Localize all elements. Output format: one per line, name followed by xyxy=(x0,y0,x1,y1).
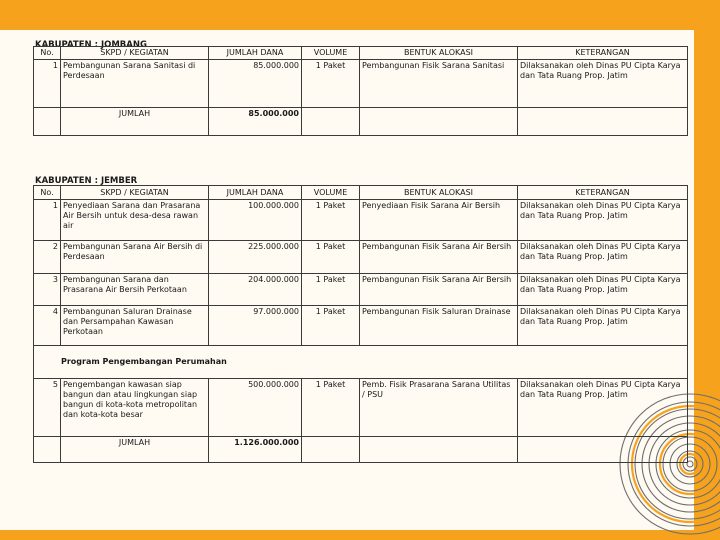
cell-kegiatan: Pembangunan Sarana dan Prasarana Air Bersih Perkotaan xyxy=(61,274,209,306)
cell-volume: 1 Paket xyxy=(302,200,360,241)
table-row xyxy=(34,306,688,346)
cell-blank xyxy=(518,437,688,463)
cell-volume: 1 Paket xyxy=(302,379,360,437)
cell-alokasi: Pembangunan Fisik Sarana Air Bersih xyxy=(360,241,518,274)
cell-no: 5 xyxy=(34,379,61,437)
cell-alokasi: Pembangunan Fisik Sarana Sanitasi xyxy=(360,60,518,108)
cell-no: 4 xyxy=(34,306,61,346)
cell-dana: 225.000.000 xyxy=(209,241,302,274)
table-row xyxy=(34,200,688,241)
cell-alokasi: Pembangunan Fisik Sarana Air Bersih xyxy=(360,274,518,306)
header-keterangan: KETERANGAN xyxy=(518,47,688,60)
table-row xyxy=(34,379,688,437)
header-keterangan: KETERANGAN xyxy=(518,186,688,200)
cell-dana: 100.000.000 xyxy=(209,200,302,241)
section-title-jember: KABUPATEN : JEMBER xyxy=(35,176,138,186)
total-row xyxy=(34,437,688,463)
cell-alokasi: Pembangunan Fisik Saluran Drainase xyxy=(360,306,518,346)
cell-keterangan: Dilaksanakan oleh Dinas PU Cipta Karya dan Tata Ruang Prop. Jatim xyxy=(518,200,688,241)
cell-alokasi: Penyediaan Fisik Sarana Air Bersih xyxy=(360,200,518,241)
cell-blank xyxy=(360,437,518,463)
cell-keterangan: Dilaksanakan oleh Dinas PU Cipta Karya dan Tata Ruang Prop. Jatim xyxy=(518,306,688,346)
cell-no: 3 xyxy=(34,274,61,306)
header-volume: VOLUME xyxy=(302,47,360,60)
cell-kegiatan: Pembangunan Sarana Sanitasi di Perdesaan xyxy=(61,60,209,108)
header-volume: VOLUME xyxy=(302,186,360,200)
table-jombang xyxy=(33,46,688,136)
cell-dana: 500.000.000 xyxy=(209,379,302,437)
cell-volume: 1 Paket xyxy=(302,306,360,346)
header-no: No. xyxy=(34,47,61,60)
cell-keterangan: Dilaksanakan oleh Dinas PU Cipta Karya dan Tata Ruang Prop. Jatim xyxy=(518,241,688,274)
table-row xyxy=(34,241,688,274)
cell-blank xyxy=(34,108,61,136)
cell-no: 1 xyxy=(34,60,61,108)
header-dana: JUMLAH DANA xyxy=(209,186,302,200)
cell-alokasi: Pemb. Fisik Prasarana Sarana Utilitas / PSU xyxy=(360,379,518,437)
cell-blank xyxy=(34,437,61,463)
total-label: JUMLAH xyxy=(61,437,209,463)
cell-volume: 1 Paket xyxy=(302,274,360,306)
cell-kegiatan: Penyediaan Sarana dan Prasarana Air Bersih untuk desa-desa rawan air xyxy=(61,200,209,241)
table-row xyxy=(34,274,688,306)
header-dana: JUMLAH DANA xyxy=(209,47,302,60)
cell-kegiatan: Pembangunan Saluran Drainase dan Persampahan Kawasan Perkotaan xyxy=(61,306,209,346)
cell-blank xyxy=(302,108,360,136)
total-row xyxy=(34,108,688,136)
cell-blank xyxy=(518,108,688,136)
table-row xyxy=(34,60,688,108)
section-title-jombang: KABUPATEN : JOMBANG xyxy=(35,40,147,50)
cell-keterangan: Dilaksanakan oleh Dinas PU Cipta Karya dan Tata Ruang Prop. Jatim xyxy=(518,379,688,437)
cell-kegiatan: Pembangunan Sarana Air Bersih di Perdesaan xyxy=(61,241,209,274)
cell-no: 2 xyxy=(34,241,61,274)
header-kegiatan: SKPD / KEGIATAN xyxy=(61,47,209,60)
cell-keterangan: Dilaksanakan oleh Dinas PU Cipta Karya dan Tata Ruang Prop. Jatim xyxy=(518,60,688,108)
total-label: JUMLAH xyxy=(61,108,209,136)
cell-volume: 1 Paket xyxy=(302,241,360,274)
cell-kegiatan: Pengembangan kawasan siap bangun dan atau lingkungan siap bangun di kota-kota metropolitan dan kota-kota besar xyxy=(61,379,209,437)
cell-volume: 1 Paket xyxy=(302,60,360,108)
cell-blank xyxy=(302,437,360,463)
header-alokasi: BENTUK ALOKASI xyxy=(360,186,518,200)
program-heading-row xyxy=(34,346,688,379)
header-no: No. xyxy=(34,186,61,200)
table-header-row xyxy=(34,47,688,60)
program-heading: Program Pengembangan Perumahan xyxy=(34,346,688,379)
cell-blank xyxy=(360,108,518,136)
cell-no: 1 xyxy=(34,200,61,241)
table-jember xyxy=(33,185,688,463)
top-accent-bar xyxy=(0,0,720,30)
cell-dana: 85.000.000 xyxy=(209,60,302,108)
header-kegiatan: SKPD / KEGIATAN xyxy=(61,186,209,200)
total-value: 85.000.000 xyxy=(209,108,302,136)
table-header-row xyxy=(34,186,688,200)
cell-keterangan: Dilaksanakan oleh Dinas PU Cipta Karya dan Tata Ruang Prop. Jatim xyxy=(518,274,688,306)
cell-dana: 97.000.000 xyxy=(209,306,302,346)
total-value: 1.126.000.000 xyxy=(209,437,302,463)
header-alokasi: BENTUK ALOKASI xyxy=(360,47,518,60)
cell-dana: 204.000.000 xyxy=(209,274,302,306)
